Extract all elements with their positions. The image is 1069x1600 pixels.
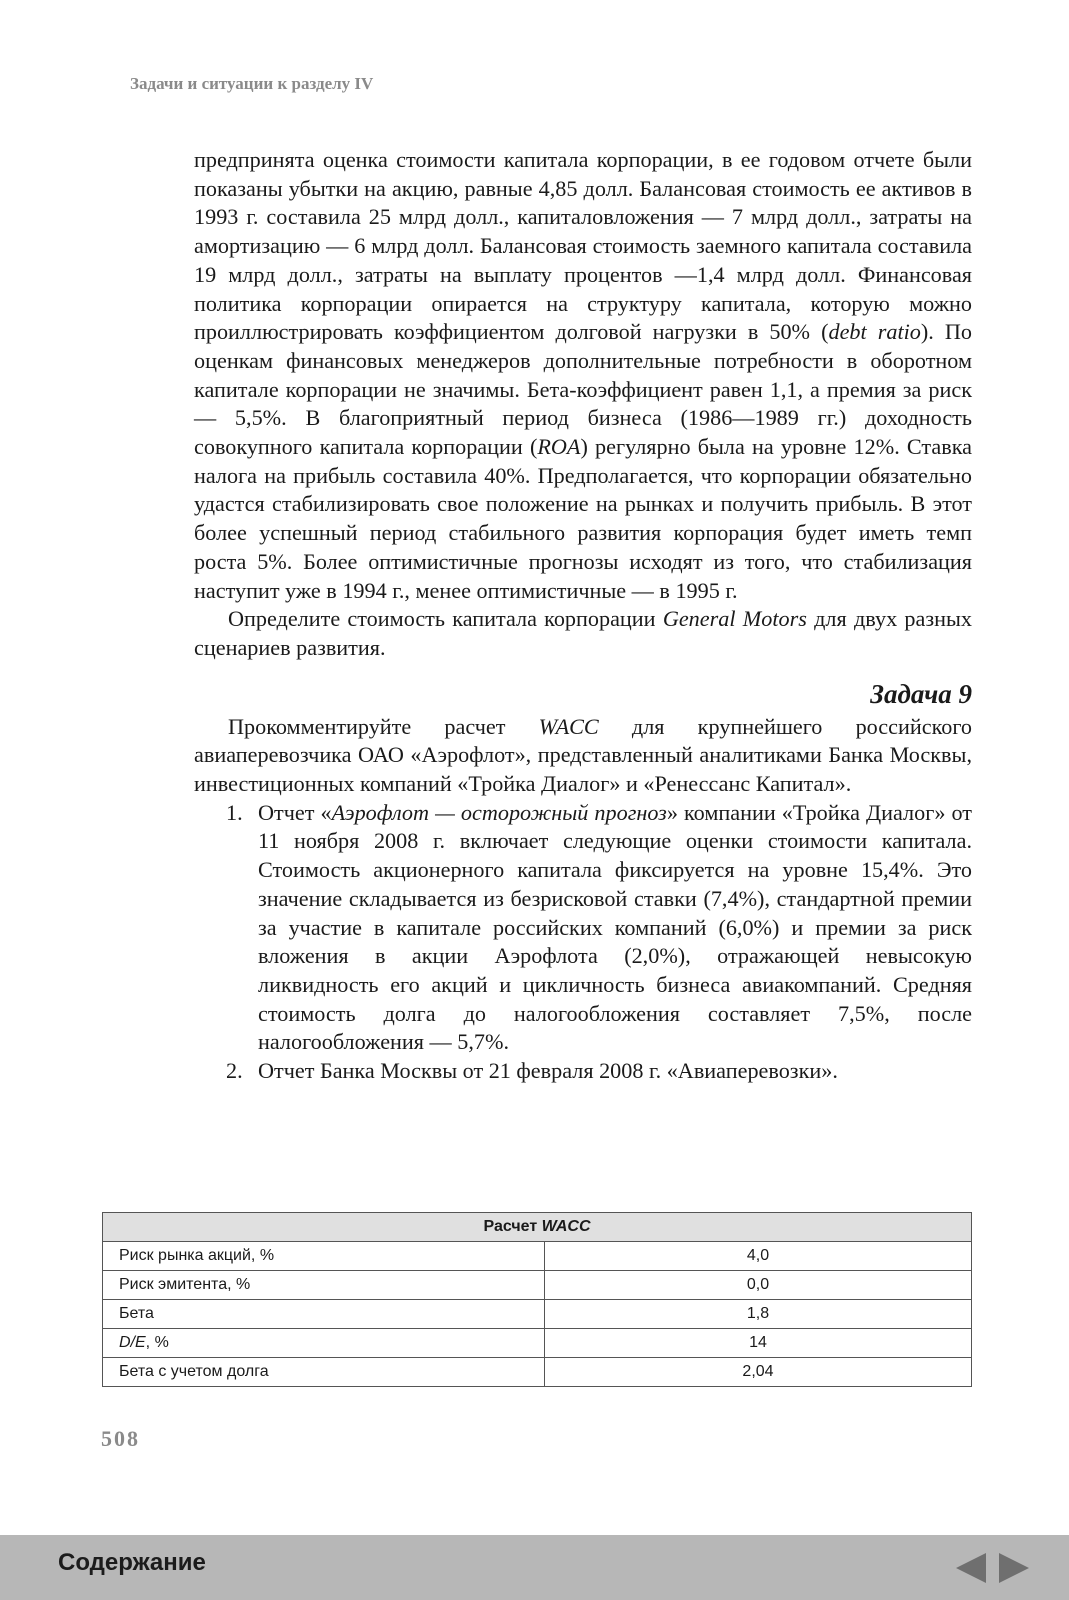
table-cell-label: Бета с учетом долга [103, 1358, 545, 1387]
question-paragraph: Определите стоимость капитала корпорации General Motors для двух разных сценариев развития. [194, 606, 972, 660]
list-item [194, 799, 972, 1057]
prev-page-button[interactable] [954, 1551, 988, 1585]
table-row [103, 1271, 972, 1300]
list-item-number: 2. [226, 1058, 243, 1084]
table-cell-value: 14 [545, 1329, 972, 1358]
table-cell-value: 1,8 [545, 1300, 972, 1329]
list-item-number: 1. [226, 799, 243, 825]
list-item [194, 1057, 972, 1086]
intro-paragraph: предпринята оценка стоимости капитала корпорации, в ее годовом отчете были показаны убытки на акцию, равные 4,85 долл. Балансовая стоимость ее активов в 1993 г. составила 25 млрд долл., капиталовложения — 7 млрд долл., затраты на амортизацию — 6 млрд долл. Балансовая стоимость заемного капитала составила 19 млрд долл., затраты на выплату процентов —1,4 млрд долл. Финансовая политика корпорации опирается на структуру капитала, которую можно проиллюстрировать коэффициентом долговой нагрузки в 50% (debt ratio). По оценкам финансовых менеджеров дополнительные потребности в оборотном капитале корпорации не значимы. Бета-коэффициент равен 1,1, а премия за риск — 5,5%. В благоприятный период бизнеса (1986—1989 гг.) доходность совокупного капитала корпорации (ROA) регулярно была на уровне 12%. Ставка налога на прибыль составила 40%. Предполагается, что корпорации обязательно удастся стабилизировать свое положение на рынках и получить прибыль. В этот более успешный период стабильного развития корпорация будет иметь темп роста 5%. Более оптимистичные прогнозы исходят из того, что стабилизация наступит уже в 1994 г., менее оптимистичные — в 1995 г. [194, 147, 972, 603]
list-item-text: Отчет Банка Москвы от 21 февраля 2008 г. «Авиаперевозки». [258, 1058, 838, 1084]
table-row [103, 1358, 972, 1387]
task-list [194, 799, 972, 1086]
task-heading: Задача 9 [870, 678, 972, 709]
table-body [103, 1242, 972, 1387]
page-content [194, 146, 972, 1086]
task-paragraph: Прокомментируйте расчет WACC для крупнейшего российского авиаперевозчика ОАО «Аэрофлот», представленный аналитиками Банка Москвы, инвестиционных компаний «Тройка Диалог» и «Ренессанс Капитал». [194, 713, 972, 797]
table-cell-value: 0,0 [545, 1271, 972, 1300]
footer-bar [0, 1535, 1069, 1600]
table-cell-label: Риск эмитента, % [103, 1271, 545, 1300]
table-cell-label: Бета [103, 1300, 545, 1329]
table-cell-label: Риск рынка акций, % [103, 1242, 545, 1271]
contents-link[interactable]: Содержание [58, 1549, 206, 1576]
table-cell-value: 2,04 [545, 1358, 972, 1387]
table-title: Расчет WACC [103, 1213, 972, 1242]
wacc-table [102, 1212, 972, 1387]
next-page-button[interactable] [997, 1551, 1031, 1585]
running-head: Задачи и ситуации к разделу IV [130, 74, 374, 93]
list-item-text: Отчет «Аэрофлот — осторожный прогноз» компании «Тройка Диалог» от 11 ноября 2008 г. включает следующие оценки стоимости капитала. Стоимость акционерного капитала фиксируется на уровне 15,4%. Это значение складывается из безрисковой ставки (7,4%), стандартной премии за участие в капитале российских компаний (6,0%) и премии за риск вложения в акции Аэрофлота (2,0%), отражающей невысокую ликвидность его акций и цикличность бизнеса авиакомпаний. Средняя стоимость долга до налогообложения составляет 7,5%, после налогообложения — 5,7%. [258, 799, 972, 1055]
table-cell-label: D/E, % [103, 1329, 545, 1358]
table-row [103, 1329, 972, 1358]
table-row [103, 1242, 972, 1271]
table-row [103, 1300, 972, 1329]
triangle-right-icon [997, 1551, 1031, 1585]
triangle-left-icon [954, 1551, 988, 1585]
page-number: 508 [101, 1426, 140, 1451]
table-cell-value: 4,0 [545, 1242, 972, 1271]
